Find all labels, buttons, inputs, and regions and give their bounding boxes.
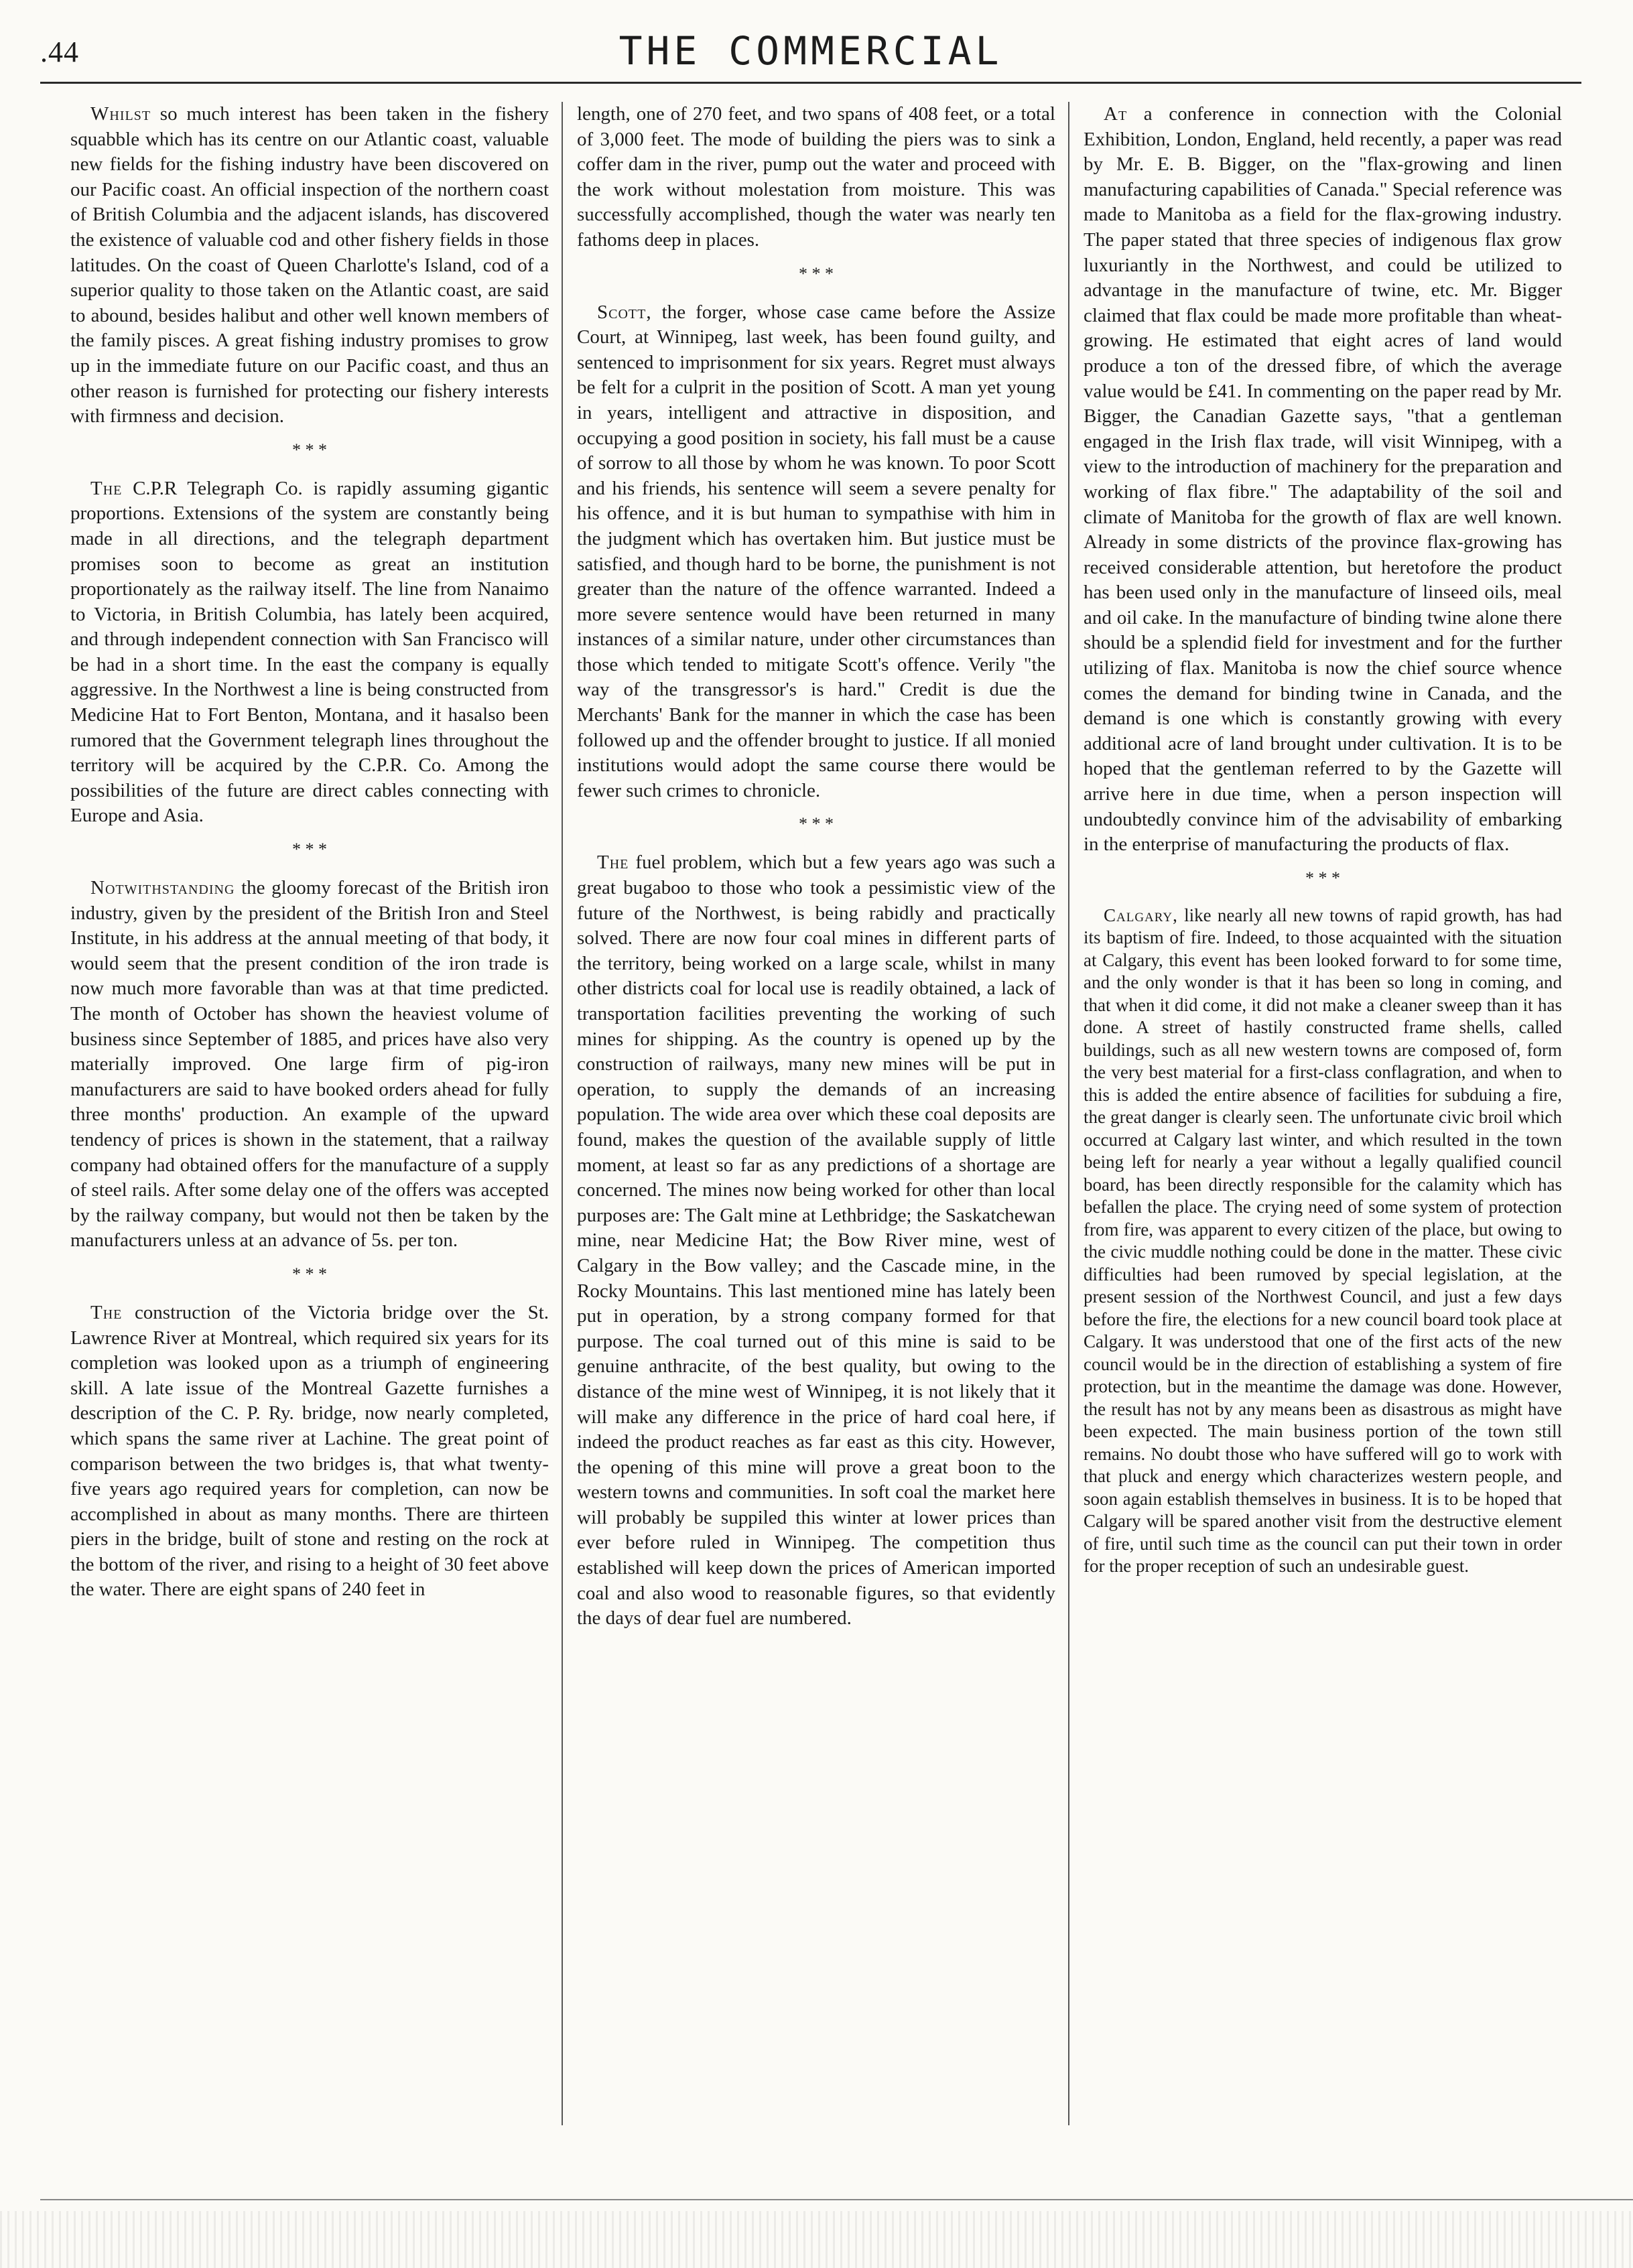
article-text: C.P.R Telegraph Co. is rapidly assuming gigantic proportions. Extensions of the system are constantly being made in all directions, and the telegraph department promises soon to become as great an institution proportionately as the railway itself. The line from Nanaimo to Victoria, in British Columbia, has lately been acquired, and through independent connection with San Francisco will be had in a short time. In the east the company is equally aggressive. In the Northwest a line is being constructed from Medicine Hat to Fort Benton, Montana, and it hasalso been rumored that the Government telegraph lines throughout the territory will be acquired by the C.P.R. Co. Among the possibilities of the future are direct cables connecting with Europe and Asia. [70,477,549,827]
section-separator: * * * [292,840,327,860]
article-text: fuel problem, which but a few years ago was such a great bugaboo to those who took a pessimistic view of the future of the Northwest, is being rabidly and practically solved. There are now four coal mines in different parts of the territory, being worked on a large scale, whilst in many other districts coal for local use is readily obtained, a lack of transportation facilities preventing the working of such mines for shipping. As the country is opened up by the construction of railways, many new mines will be put in operation, to supply the demands of an increasing population. The wide area over which these coal deposits are found, makes the question of the available supply of little moment, at least so far as any predictions of a shortage are concerned. The mines now being worked for other than local purposes are: The Galt mine at Lethbridge; the Saskatchewan mine, near Medicine Hat; the Bow River mine, west of Calgary in the Bow valley; and the Cascade mine, in the Rocky Mountains. This last mentioned mine has lately been put in operation, by a strong company formed for that purpose. The coal turned out of this mine is said to be genuine anthracite, of the best quality, but owing to the distance of the mine west of Winnipeg, it is not likely that it will make any difference in the price of hard coal here, if indeed the product reaches as far east as this city. However, the opening of this mine will prove a great boon to the western towns and communities. In soft coal the market here will probably be suppiled this winter at lower prices than ever before ruled in Winnipeg. The competition thus established will keep down the prices of American imported coal and also wood to reasonable figures, so that evidently the days of dear fuel are numbered. [577,852,1055,1629]
article-text: construction of the Victoria bridge over the St. Lawrence River at Montreal, which required six years for its completion was looked upon as a triumph of engineering skill. A late issue of the Montreal Gazette furnishes a description of the C. P. Ry. bridge, now nearly completed, which spans the same river at Lachine. The great point of comparison between the two bridges is, that what twenty-five years ago required years for completion, can now be accomplished in about as many months. There are thirteen piers in the bridge, built of stone and resting on the rock at the bottom of the river, and rising to a height of 30 feet above the water. There are eight spans of 240 feet in [70,1301,549,1601]
article-lead: The [597,852,629,874]
article-text: the gloomy forecast of the British iron industry, given by the president of the British Iron and Steel Institute, in his address at the annual meeting of that body, it would seem that the present condition of the iron trade is now much more favorable than was at that time predicted. The month of October has shown the heaviest volume of business since September of 1885, and prices have also very materially improved. One large firm of pig-iron manufacturers are said to have booked orders ahead for fully three months' production. An example of the upward tendency of prices is shown in the statement, that a railway company had obtained offers for the manufacture of a supply of steel rails. After some delay one of the offers was accepted by the railway company, but would not then be taken by the manufacturers unless at an advance of 5s. per ton. [70,877,549,1252]
bottom-rule [40,2199,1633,2200]
article-lead: The [90,477,123,499]
article-telegraph [70,476,549,829]
article-text: a conference in connection with the Colonial Exhibition, London, England, held recently, a paper was read by Mr. E. B. Bigger, on the "flax-growing and linen manufacturing capabilities of Canada." Special reference was made to Manitoba as a field for the flax-growing industry. The paper stated that three species of indigenous flax grow luxuriantly in the Northwest, and could be utilized to advantage in the manufacture of twine, etc. Mr. Bigger claimed that flax could be made more profitable than wheat-growing. He estimated that eight acres of land would produce a ton of the dressed fibre, of which the average value would be £41. In commenting on the paper read by Mr. Bigger, the Canadian Gazette says, "that a gentleman engaged in the Irish flax trade, will visit Winnipeg, with a view to the introduction of machinery for the preparation and working of flax fibre." The adaptability of the soil and climate of Manitoba for the growth of flax are well known. Already in some districts of the province flax-growing has received considerable attention, but heretofore the product has been used only in the manufacture of linseed oils, meal and oil cake. In the manufacture of binding twine alone there should be a splendid field for investment and for the further utilizing of flax. Manitoba is now the chief source whence comes the demand for binding twine in Canada, and the demand is one which is constantly growing with every additional acre of land brought under cultivation. It is to be hoped that the gentleman referred to by the Gazette will arrive here in due time, when a person inspection will undoubtedly convince him of the advisability of embarking in the enterprise of manufacturing the products of flax. [1084,103,1562,856]
article-lead: Notwithstanding [90,877,235,899]
page-header [40,20,1581,80]
scan-edge-noise [0,2211,1633,2268]
column-3 [1084,102,1562,2125]
section-separator: * * * [292,440,327,460]
article-bridge-continued [577,102,1055,253]
article-scott-forger [577,300,1055,804]
article-text: like nearly all new towns of rapid growth, has had its baptism of fire. Indeed, to those acquainted with the situation at Calgary, this event has been looked forward to for some time, and the only wonder is that it has been so long in coming, and that when it did come, it did not make a cleaner sweep than it has done. A street of hastily constructed frame shells, called buildings, such as all new western towns are composed of, form the very best material for a first-class conflagration, and when to this is added the entire absence of facilities for subduing a fire, the great danger is clearly seen. The unfortunate civic broil which occurred at Calgary last winter, and which resulted in the town being left for nearly a year without a legally qualified council board, has been directly responsible for the calamity which has befallen the place. The crying need of some system of protection from fire, was apparent to every citizen of the place, but owing to the civic muddle nothing could be done in the matter. These civic difficulties had been rumoved by special legislation, at the present session of the Northwest Council, and just a few days before the fire, the elections for a new council board took place at Calgary. It was understood that one of the first acts of the new council would be in the direction of establishing a system of fire protection, but in the meantime the damage was done. However, the result has not by any means been as disastrous as might have been expected. The main business portion of the town still remains. No doubt those who have suffered will go to work with that pluck and energy which characterizes western people, and soon again establish themselves in business. It is to be hoped that Calgary will be spared another visit from the destructive element of fire, until such time as the council can put their town in order for the proper reception of such an undesirable guest. [1084,905,1562,1577]
section-separator: * * * [1305,868,1340,888]
header-rule [40,82,1581,84]
section-separator: * * * [799,814,834,834]
article-lead: Scott, [597,301,652,323]
article-flax-growing [1084,102,1562,858]
section-separator: * * * [292,1264,327,1284]
article-lead: The [90,1301,123,1323]
section-separator: * * * [799,263,834,283]
article-text: so much interest has been taken in the fishery squabble which has its centre on our Atlantic coast, valuable new fields for the fishing industry have been discovered on our Pacific coast. An official inspection of the northern coast of British Columbia and the adjacent islands, has discovered the existence of valuable cod and other fishery fields in those latitudes. On the coast of Queen Charlotte's Island, cod of a superior quality to those taken on the Atlantic coast, are said to abound, besides halibut and other well known members of the family pisces. A great fishing industry promises to grow up in the immediate future on our Pacific coast, and thus an other reason is furnished for protecting our fishery interests with firmness and decision. [70,103,549,427]
column-1 [70,102,549,2125]
column-2 [577,102,1055,2125]
article-calgary-fire [1084,905,1562,1578]
article-fuel-problem [577,850,1055,1631]
article-fishery [70,102,549,429]
article-lead: Calgary, [1104,905,1178,925]
page-number: .44 [40,36,79,68]
article-victoria-bridge [70,1300,549,1603]
article-lead: At [1104,103,1128,125]
article-text: the forger, whose case came before the Assize Court, at Winnipeg, last week, has been found guilty, and sentenced to imprisonment for six years. Regret must always be felt for a culprit in the position of Scott. A man yet young in years, intelligent and attractive in disposition, and occupying a good position in society, his fall must be a cause of sorrow to all those by whom he was known. To poor Scott and his friends, his sentence will seem a severe penalty for his offence, and it is but human to sympathise with him in the judgment which has overtaken him. But justice must be satisfied, and though hard to be borne, the punishment is not greater than the nature of the offence warranted. Indeed a more severe sentence would have been returned in many instances of a similar nature, under other circumstances than those which tended to mitigate Scott's offence. Verily "the way of the transgressor's is hard." Credit is due the Merchants' Bank for the manner in which the case has been followed up and the offender brought to justice. If all monied institutions would adopt the same course there would be fewer such crimes to chronicle. [577,301,1055,801]
article-text: length, one of 270 feet, and two spans of 408 feet, or a total of 3,000 feet. The mode of building the piers was to sink a coffer dam in the river, pump out the water and proceed with the work without molestation from moisture. This was successfully accomplished, though the water was nearly ten fathoms deep in places. [577,103,1055,251]
article-iron-industry [70,876,549,1254]
article-lead: Whilst [90,103,151,125]
article-columns [70,102,1581,2125]
masthead-title: THE COMMERCIAL [618,28,1003,74]
